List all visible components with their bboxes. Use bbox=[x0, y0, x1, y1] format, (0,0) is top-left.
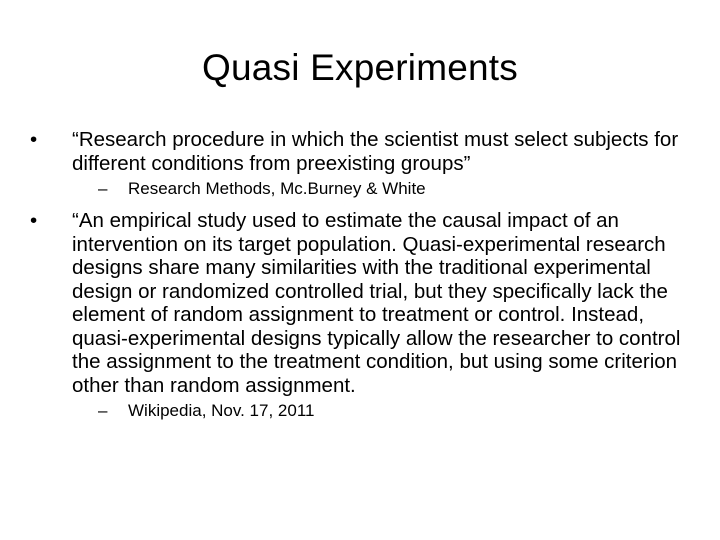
bullet-marker: • bbox=[30, 209, 38, 232]
slide-title: Quasi Experiments bbox=[202, 47, 518, 88]
citation-text: Research Methods, Mc.Burney & White bbox=[128, 179, 426, 198]
citation-item-1 bbox=[30, 179, 690, 199]
bullet-marker: • bbox=[30, 128, 38, 151]
citation-item-2 bbox=[30, 401, 690, 421]
citation-text: Wikipedia, Nov. 17, 2011 bbox=[128, 401, 315, 420]
bullet-item-2 bbox=[30, 209, 690, 397]
bullet-item-1 bbox=[30, 128, 690, 175]
slide-content bbox=[30, 128, 690, 421]
dash-marker: – bbox=[98, 401, 108, 420]
dash-marker: – bbox=[98, 179, 108, 198]
bullet-text: “An empirical study used to estimate the causal impact of an intervention on its target population. Quasi-experimental research designs share many similarities with the traditional experimental design or randomized controlled trial, but they specifically lack the element of random assignment to treatment or control. Instead, quasi-experimental designs typically allow the researcher to control the assignment to the treatment condition, but using some criterion other than random assignment. bbox=[72, 209, 681, 397]
bullet-text: “Research procedure in which the scientist must select subjects for different conditions from preexisting groups” bbox=[72, 128, 679, 175]
